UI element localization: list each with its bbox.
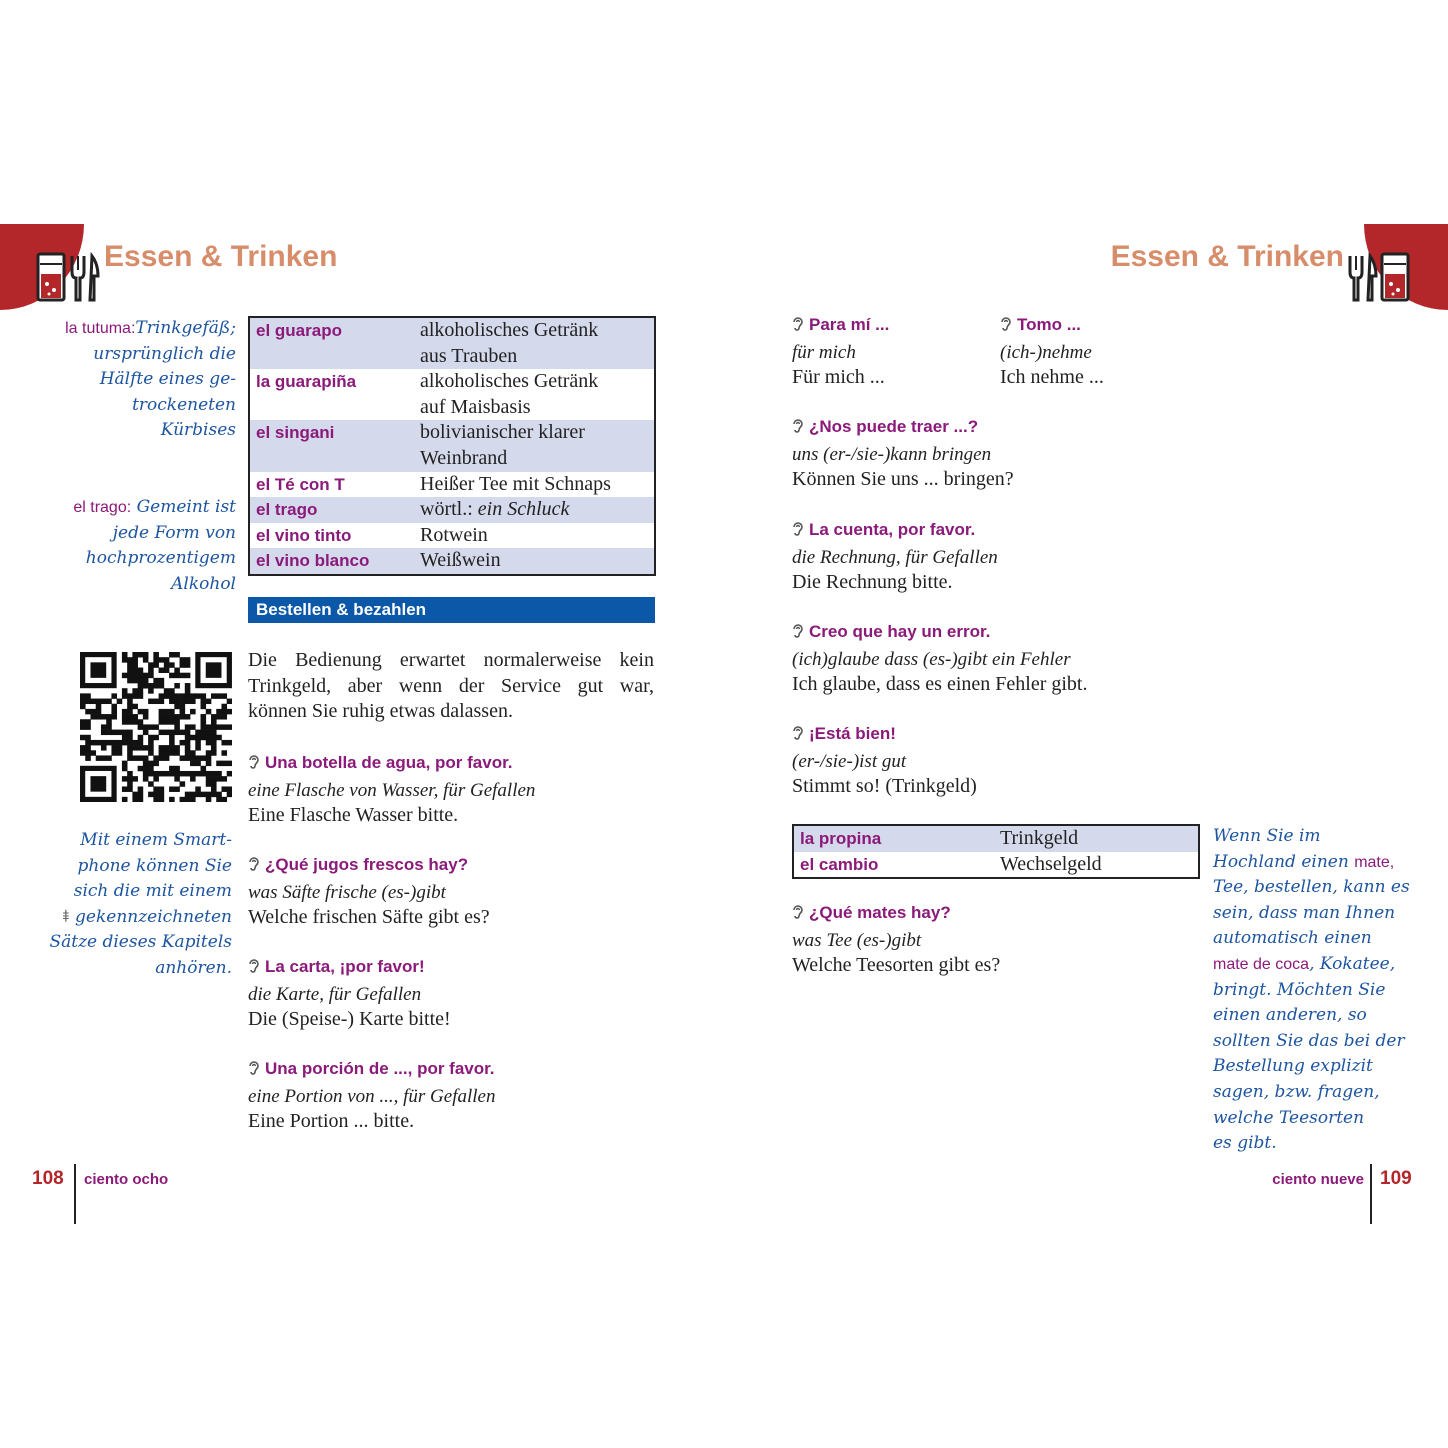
phrase-block <box>248 750 535 829</box>
literal-translation: was Säfte frische (es-)gibt <box>248 881 446 903</box>
ear-icon[interactable] <box>248 956 262 982</box>
phrase-block <box>248 852 490 931</box>
literal-translation: (ich)glaube dass (es-)gibt ein Fehler <box>792 648 1071 670</box>
note-line: hochprozentigem <box>85 548 236 569</box>
ear-icon: ⯒ <box>62 906 70 927</box>
table-row <box>794 826 1198 852</box>
spanish-term: el trago <box>256 500 318 520</box>
ear-icon[interactable] <box>792 621 806 647</box>
note-line: es gibt. <box>1213 1133 1277 1154</box>
footer-divider <box>74 1164 76 1224</box>
note-line: jede Form von <box>112 522 236 543</box>
literal-translation: eine Flasche von Wasser, für Gefallen <box>248 779 536 801</box>
section-header-bestellen: Bestellen & bezahlen <box>248 597 655 623</box>
german-translation: Welche frischen Säfte gibt es? <box>248 906 490 929</box>
note-term: el trago: <box>73 499 132 516</box>
spanish-phrase: Una porción de ..., por favor. <box>265 1059 495 1078</box>
spanish-phrase: La carta, ¡por favor! <box>265 957 425 976</box>
footer-divider <box>1370 1164 1372 1224</box>
german-translation: Eine Portion ... bitte. <box>248 1110 415 1133</box>
note-line: bringt. Möchten Sie <box>1213 979 1386 1000</box>
note-line: Hochland einen mate, <box>1213 851 1395 872</box>
margin-note-trago <box>40 495 236 597</box>
ear-icon[interactable] <box>1000 314 1014 340</box>
note-line: ⯒ gekennzeichneten <box>62 906 232 927</box>
vocab-table-payment <box>792 824 1200 879</box>
table-row <box>250 523 654 549</box>
spanish-term: la guarapiña <box>256 372 357 392</box>
phrase-block <box>1000 312 1104 391</box>
phrase-block <box>792 414 1014 493</box>
phrase-block <box>248 954 451 1033</box>
page-number-right: 109 <box>1380 1168 1412 1189</box>
note-line: Kürbises <box>160 420 236 441</box>
note-line: anhören. <box>155 957 232 978</box>
spanish-term: el Té con T <box>256 474 345 494</box>
german-translation: Ich nehme ... <box>1000 366 1104 389</box>
spanish-term: el singani <box>256 423 335 443</box>
literal-translation: (ich-)nehme <box>1000 341 1092 363</box>
spanish-phrase: Para mí ... <box>809 315 890 334</box>
spanish-term: el cambio <box>800 854 879 874</box>
german-translation: Eine Flasche Wasser bitte. <box>248 804 459 827</box>
left-page-title: Essen & Trinken <box>104 240 338 273</box>
page-number-left: 108 <box>32 1168 64 1189</box>
german-translation: Stimmt so! (Trinkgeld) <box>792 775 977 798</box>
spanish-phrase: Tomo ... <box>1017 315 1081 334</box>
ear-icon[interactable] <box>248 752 262 778</box>
note-line: trockeneten <box>132 394 236 415</box>
note-line: sich die mit einem <box>73 881 232 902</box>
german-translation: Rotwein <box>420 523 488 546</box>
margin-note-tutuma <box>40 316 236 444</box>
literal-translation: die Rechnung, für Gefallen <box>792 546 998 568</box>
note-line: sollten Sie das bei der <box>1213 1030 1405 1051</box>
spanish-phrase: ¿Qué mates hay? <box>809 903 951 922</box>
spanish-term: la propina <box>800 829 882 848</box>
table-row <box>250 472 654 498</box>
german-translation: Wechselgeld <box>1000 852 1102 875</box>
ear-icon[interactable] <box>792 416 806 442</box>
spanish-phrase: ¿Qué jugos frescos hay? <box>265 855 469 874</box>
right-page-title: Essen & Trinken <box>1110 240 1344 273</box>
ear-icon[interactable] <box>792 902 806 928</box>
german-translation: bolivianischer klarer Weinbrand <box>420 421 585 469</box>
margin-note-mate <box>1213 824 1413 1157</box>
note-line: ursprünglich die <box>93 343 236 364</box>
phrase-block <box>248 1056 495 1135</box>
note-line: Wenn Sie im <box>1213 826 1321 846</box>
note-line: Hälfte eines ge- <box>99 369 236 390</box>
note-line: mate de coca, Kokatee, <box>1213 953 1396 974</box>
phrase-block <box>792 721 977 800</box>
table-row <box>250 548 654 574</box>
vocab-table-drinks <box>248 316 656 576</box>
literal-translation: was Tee (es-)gibt <box>792 929 922 951</box>
literal-translation: für mich <box>792 341 856 363</box>
german-translation: Trinkgeld <box>1000 827 1079 849</box>
phrase-block <box>792 619 1087 698</box>
page-word-right: ciento nueve <box>1272 1171 1364 1188</box>
literal-translation: uns (er-/sie-)kann bringen <box>792 443 992 465</box>
note-line: phone können Sie <box>77 855 232 876</box>
note-line: Bestellung explizit <box>1213 1056 1373 1077</box>
german-translation: wörtl.: ein Schluck <box>420 498 570 521</box>
literal-translation: eine Portion von ..., für Gefallen <box>248 1085 496 1107</box>
note-line: sagen, bzw. fragen, <box>1213 1081 1380 1102</box>
page-word-left: ciento ocho <box>84 1171 169 1188</box>
note-line: Mit einem Smart- <box>80 830 232 850</box>
ear-icon[interactable] <box>248 854 262 880</box>
spanish-phrase: Una botella de agua, por favor. <box>265 753 513 772</box>
spanish-phrase: ¡Está bien! <box>809 724 896 743</box>
note-line: Tee, bestellen, kann es <box>1213 877 1410 898</box>
table-row <box>250 369 654 420</box>
intro-paragraph: Die Bedienung erwartet normalerweise kein Trinkgeld, aber wenn der Service gut war, können Sie ruhig etwas dalassen. <box>248 649 654 723</box>
phrase-block <box>792 900 1000 979</box>
german-translation: Heißer Tee mit Schnaps <box>420 472 611 495</box>
note-line: welche Teesorten <box>1213 1107 1365 1128</box>
table-row <box>794 852 1198 878</box>
glass-and-cutlery-icon <box>36 252 100 304</box>
table-row <box>250 420 654 471</box>
ear-icon[interactable] <box>792 519 806 545</box>
ear-icon[interactable] <box>792 723 806 749</box>
german-translation: alkoholisches Getränk aus Trauben <box>420 319 599 367</box>
note-line: Trinkgefäß; <box>135 318 236 338</box>
note-line: automatisch einen <box>1213 928 1372 949</box>
note-line: Gemeint ist <box>136 497 236 517</box>
german-translation: Weißwein <box>420 549 501 572</box>
german-translation: Ich glaube, dass es einen Fehler gibt. <box>792 673 1088 696</box>
literal-translation: die Karte, für Gefallen <box>248 983 422 1005</box>
phrase-block <box>792 312 889 391</box>
note-line: Alkohol <box>171 573 236 594</box>
spanish-phrase: La cuenta, por favor. <box>809 520 976 539</box>
literal-translation: (er-/sie-)ist gut <box>792 750 907 772</box>
table-row <box>250 497 654 523</box>
phrase-block <box>792 517 998 596</box>
note-term: la tutuma: <box>65 320 136 337</box>
glass-and-cutlery-icon <box>1348 252 1412 304</box>
note-line: sein, dass man Ihnen <box>1213 902 1396 923</box>
note-line: Sätze dieses Kapitels <box>49 932 232 953</box>
table-row <box>250 318 654 369</box>
german-translation: Die (Speise-) Karte bitte! <box>248 1008 451 1031</box>
german-translation: Die Rechnung bitte. <box>792 571 953 594</box>
spanish-phrase: Creo que hay un error. <box>809 622 991 641</box>
german-translation: Können Sie uns ... bringen? <box>792 468 1014 491</box>
ear-icon[interactable] <box>792 314 806 340</box>
german-translation: alkoholisches Getränk auf Maisbasis <box>420 370 599 418</box>
spanish-term: el guarapo <box>256 321 342 340</box>
spanish-phrase: ¿Nos puede traer ...? <box>809 417 979 436</box>
spanish-term: el vino blanco <box>256 551 370 571</box>
qr-code[interactable] <box>80 652 232 802</box>
spanish-term: el vino tinto <box>256 525 352 545</box>
note-line: einen anderen, so <box>1213 1005 1367 1026</box>
qr-note <box>40 828 232 982</box>
german-translation: Für mich ... <box>792 366 885 389</box>
ear-icon[interactable] <box>248 1058 262 1084</box>
german-translation: Welche Teesorten gibt es? <box>792 954 1001 977</box>
